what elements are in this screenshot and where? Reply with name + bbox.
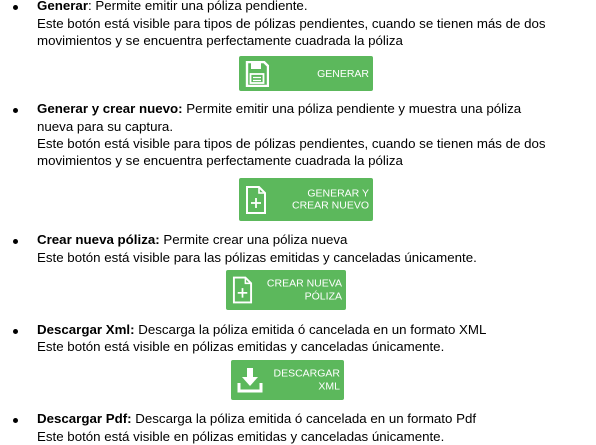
download-icon [237,367,263,393]
item-title: Descargar Xml: [37,322,135,337]
new-document-icon [245,186,267,214]
button-label: CREAR NUEVA PÓLIZA [266,277,342,302]
descargar-xml-button[interactable] [231,360,344,400]
generar-y-crear-nuevo-button[interactable] [239,178,373,221]
bullet-icon [13,108,18,113]
item-title: Crear nueva póliza: [37,232,160,247]
item-note-line: movimientos y se encuentra perfectamente cuadrada la póliza [37,33,403,48]
item-description: Permite emitir una póliza pendiente y muestra una póliza [182,101,522,116]
bullet-icon [13,239,18,244]
item-note-line: movimientos y se encuentra perfectamente cuadrada la póliza [37,153,403,168]
crear-nueva-poliza-button[interactable] [226,270,346,310]
item-description: Descarga la póliza emitida ó cancelada en un formato XML [134,322,487,337]
item-title: Descargar Pdf: [37,411,132,426]
bullet-icon [13,5,18,10]
button-label: DESCARGAR XML [273,367,340,392]
bullet-icon [13,329,18,334]
save-icon [245,61,269,87]
item-description: : Permite emitir una póliza pendiente. [88,0,308,13]
item-title: Generar [37,0,88,13]
item-note-line: Este botón está visible para tipos de pólizas pendientes, cuando se tienen más de dos [37,16,546,31]
item-note-line: Este botón está visible para las pólizas emitidas y canceladas únicamente. [37,250,477,265]
item-description: Permite crear una póliza nueva [159,232,348,247]
generar-button[interactable] [239,56,373,91]
bullet-icon [13,418,18,423]
new-document-icon [232,277,253,304]
button-label: GENERAR Y CREAR NUEVO [291,187,369,212]
item-note-line: Este botón está visible para tipos de pólizas pendientes, cuando se tienen más de dos [37,136,546,151]
item-description-cont: nueva para su captura. [37,119,174,134]
button-label: GENERAR [317,67,369,80]
item-note-line: Este botón está visible en pólizas emitidas y canceladas únicamente. [37,339,445,354]
item-note-line: Este botón está visible en pólizas emitidas y canceladas únicamente. [37,429,445,444]
item-title: Generar y crear nuevo: [37,101,183,116]
item-description: Descarga la póliza emitida ó cancelada en un formato Pdf [131,411,477,426]
